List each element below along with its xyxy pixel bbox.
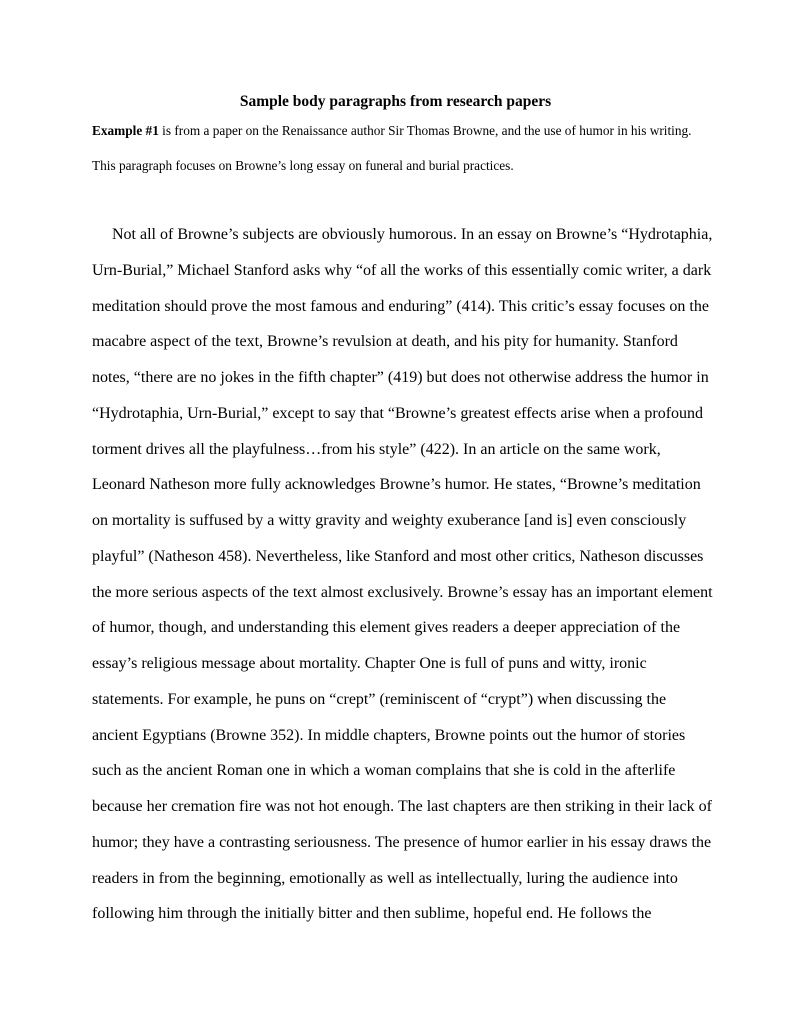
paragraph-line: because her cremation fire was not hot enough. The last chapters are then striking in their lack of: [92, 798, 712, 815]
example-label: Example #1: [92, 123, 159, 138]
intro-line-2: This paragraph focuses on Browne’s long essay on funeral and burial practices.: [92, 158, 514, 173]
paragraph-line: notes, “there are no jokes in the fifth chapter” (419) but does not otherwise address the humor in: [92, 369, 709, 386]
paragraph-line: following him through the initially bitter and then sublime, hopeful end. He follows the: [92, 905, 652, 923]
intro-line-1: [92, 123, 692, 139]
paragraph-line: such as the ancient Roman one in which a woman complains that she is cold in the afterlife: [92, 762, 676, 780]
paragraph-line: macabre aspect of the text, Browne’s revulsion at death, and his pity for humanity. Stanford: [92, 333, 678, 351]
body-paragraph: [92, 217, 712, 932]
paragraph-line: humor; they have a contrasting seriousness. The presence of humor earlier in his essay draws the: [92, 833, 712, 851]
paragraph-line: playful” (Natheson 458). Nevertheless, like Stanford and most other critics, Natheson discusses: [92, 547, 704, 565]
paragraph-line: readers in from the beginning, emotionally as well as intellectually, luring the audience into: [92, 869, 678, 887]
paragraph-line: Urn-Burial,” Michael Stanford asks why “of all the works of this essentially comic writer, a dark: [92, 261, 712, 279]
intro-text: is from a paper on the Renaissance author Sir Thomas Browne, and the use of humor in his writing.: [158, 123, 692, 138]
paragraph-line: the more serious aspects of the text almost exclusively. Browne’s essay has an important element: [92, 583, 713, 601]
paragraph-line: torment drives all the playfulness…from his style” (422). In an article on the same work,: [92, 440, 661, 458]
paragraph-line: “Hydrotaphia, Urn-Burial,” except to say that “Browne’s greatest effects arise when a profound: [92, 404, 704, 422]
paragraph-line: Leonard Natheson more fully acknowledges Browne’s humor. He states, “Browne’s meditation: [92, 476, 701, 494]
paragraph-line: on mortality is suffused by a witty gravity and weighty exuberance [and is] even consciously: [92, 512, 687, 529]
paragraph-line: statements. For example, he puns on “crept” (reminiscent of “crypt”) when discussing the: [92, 690, 667, 708]
paragraph-line: meditation should prove the most famous and enduring” (414). This critic’s essay focuses on the: [92, 297, 709, 315]
paragraph-line: ancient Egyptians (Browne 352). In middle chapters, Browne points out the humor of stories: [92, 726, 686, 744]
paragraph-line: essay’s religious message about mortality. Chapter One is full of puns and witty, ironic: [92, 655, 647, 672]
document-title: Sample body paragraphs from research papers: [239, 93, 552, 110]
paragraph-line: Not all of Browne’s subjects are obviously humorous. In an essay on Browne’s “Hydrotaphia,: [112, 226, 713, 243]
paragraph-line: of humor, though, and understanding this element gives readers a deeper appreciation of the: [92, 619, 681, 637]
